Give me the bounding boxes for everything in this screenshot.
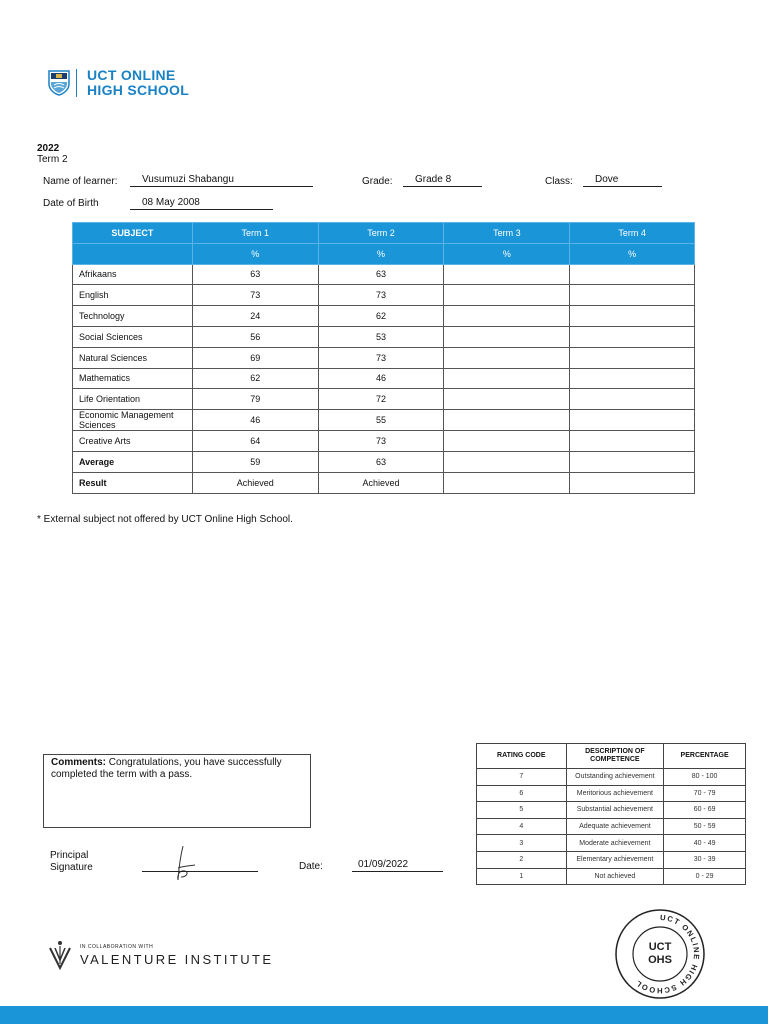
uct-ohs-stamp xyxy=(614,908,706,1000)
table-row xyxy=(73,368,695,389)
term-2-mark: 63 xyxy=(318,264,444,285)
result-term-1: Achieved xyxy=(192,472,318,493)
subject-name: Economic Management Sciences xyxy=(73,410,193,431)
subheader-subject xyxy=(73,243,193,264)
grade-value: Grade 8 xyxy=(403,174,482,187)
class-value: Dove xyxy=(583,174,662,187)
term-4-mark xyxy=(570,410,695,431)
term-3-mark xyxy=(444,264,570,285)
rating-percentage: 40 - 49 xyxy=(664,835,746,852)
rating-code: 7 xyxy=(477,769,567,786)
header-term-1: Term 1 xyxy=(192,223,318,244)
rating-code: 2 xyxy=(477,851,567,868)
logo-line-2: HIGH SCHOOL xyxy=(87,82,190,98)
comments-label: Comments: xyxy=(51,757,107,768)
rating-code: 3 xyxy=(477,835,567,852)
comments-text: Congratulations, you have successfully completed the term with a pass. xyxy=(51,757,282,780)
term-1-mark: 62 xyxy=(192,368,318,389)
class-label: Class: xyxy=(545,176,573,187)
subject-name: Mathematics xyxy=(73,368,193,389)
term-1-mark: 73 xyxy=(192,285,318,306)
term-3-mark xyxy=(444,389,570,410)
marks-header-row xyxy=(73,223,695,244)
table-row xyxy=(73,410,695,431)
logo-line-1: UCT ONLINE xyxy=(87,67,176,83)
logo-divider xyxy=(76,69,77,97)
rating-code: 5 xyxy=(477,802,567,819)
average-label: Average xyxy=(73,451,193,472)
result-label: Result xyxy=(73,472,193,493)
report-year: 2022 xyxy=(37,143,60,154)
term-3-mark xyxy=(444,368,570,389)
subheader-term-2: % xyxy=(318,243,444,264)
table-row xyxy=(477,769,746,786)
term-1-mark: 56 xyxy=(192,326,318,347)
result-row xyxy=(73,472,695,493)
rating-percentage: 30 - 39 xyxy=(664,851,746,868)
rating-percentage: 0 - 29 xyxy=(664,868,746,885)
rating-code-table xyxy=(476,743,746,885)
subject-name: Life Orientation xyxy=(73,389,193,410)
average-term-2: 63 xyxy=(318,451,444,472)
term-2-mark: 46 xyxy=(318,368,444,389)
result-term-4 xyxy=(570,472,695,493)
date-label: Date: xyxy=(299,861,323,872)
rating-code: 6 xyxy=(477,785,567,802)
header-term-2: Term 2 xyxy=(318,223,444,244)
term-2-mark: 73 xyxy=(318,347,444,368)
collab-small-text: IN COLLABORATION WITH xyxy=(80,943,154,950)
rating-code: 1 xyxy=(477,868,567,885)
rating-header-description: DESCRIPTION OF COMPETENCE xyxy=(566,744,664,769)
rating-description: Moderate achievement xyxy=(566,835,664,852)
collab-institute-name: VALENTURE INSTITUTE xyxy=(80,951,274,967)
dob-label: Date of Birth xyxy=(43,198,99,209)
rating-description: Adequate achievement xyxy=(566,818,664,835)
term-2-mark: 53 xyxy=(318,326,444,347)
principal-label-line-2: Signature xyxy=(50,862,93,873)
term-4-mark xyxy=(570,368,695,389)
term-1-mark: 79 xyxy=(192,389,318,410)
term-2-mark: 73 xyxy=(318,285,444,306)
stamp-center-line-1: UCT xyxy=(648,941,672,953)
learner-name-label: Name of learner: xyxy=(43,176,118,187)
term-4-mark xyxy=(570,431,695,452)
subject-name: Afrikaans xyxy=(73,264,193,285)
term-2-mark: 62 xyxy=(318,306,444,327)
valenture-crest-icon xyxy=(48,940,72,970)
table-row xyxy=(477,818,746,835)
header-term-3: Term 3 xyxy=(444,223,570,244)
marks-subheader-row xyxy=(73,243,695,264)
school-logo xyxy=(48,68,189,98)
learner-name-value: Vusumuzi Shabangu xyxy=(130,174,313,187)
term-1-mark: 64 xyxy=(192,431,318,452)
rating-header-code: RATING CODE xyxy=(477,744,567,769)
subject-name: Technology xyxy=(73,306,193,327)
term-3-mark xyxy=(444,347,570,368)
table-row xyxy=(477,868,746,885)
principal-label-line-1: Principal xyxy=(50,850,89,861)
rating-header-row xyxy=(477,744,746,769)
term-1-mark: 63 xyxy=(192,264,318,285)
term-4-mark xyxy=(570,326,695,347)
subject-name: Natural Sciences xyxy=(73,347,193,368)
valenture-logo xyxy=(48,940,273,970)
rating-percentage: 50 - 59 xyxy=(664,818,746,835)
term-4-mark xyxy=(570,347,695,368)
term-3-mark xyxy=(444,431,570,452)
rating-code: 4 xyxy=(477,818,567,835)
comments-box xyxy=(43,754,311,828)
average-term-3 xyxy=(444,451,570,472)
term-3-mark xyxy=(444,306,570,327)
rating-description: Meritorious achievement xyxy=(566,785,664,802)
signature-line xyxy=(142,871,258,872)
rating-percentage: 70 - 79 xyxy=(664,785,746,802)
report-term: Term 2 xyxy=(37,154,68,165)
term-2-mark: 55 xyxy=(318,410,444,431)
stamp-center-line-2: OHS xyxy=(648,954,672,966)
table-row xyxy=(73,285,695,306)
stamp-ring-text: UCT ONLINE HIGH SCHOOL xyxy=(633,912,702,996)
date-value: 01/09/2022 xyxy=(352,859,443,872)
table-row xyxy=(73,326,695,347)
table-row xyxy=(73,389,695,410)
term-4-mark xyxy=(570,285,695,306)
principal-signature-label xyxy=(50,850,93,874)
footnote: * External subject not offered by UCT Online High School. xyxy=(37,514,293,525)
rating-header-percentage: PERCENTAGE xyxy=(664,744,746,769)
table-row xyxy=(477,835,746,852)
result-term-2: Achieved xyxy=(318,472,444,493)
subheader-term-1: % xyxy=(192,243,318,264)
rating-description: Not achieved xyxy=(566,868,664,885)
term-1-mark: 46 xyxy=(192,410,318,431)
term-3-mark xyxy=(444,410,570,431)
table-row xyxy=(73,431,695,452)
rating-description: Elementary achievement xyxy=(566,851,664,868)
table-row xyxy=(73,347,695,368)
subheader-term-3: % xyxy=(444,243,570,264)
result-term-3 xyxy=(444,472,570,493)
average-term-1: 59 xyxy=(192,451,318,472)
header-subject: SUBJECT xyxy=(73,223,193,244)
grade-label: Grade: xyxy=(362,176,393,187)
term-4-mark xyxy=(570,389,695,410)
footer-bar xyxy=(0,1006,768,1024)
term-4-mark xyxy=(570,264,695,285)
table-row xyxy=(477,851,746,868)
subject-name: Creative Arts xyxy=(73,431,193,452)
table-row xyxy=(73,306,695,327)
term-1-mark: 24 xyxy=(192,306,318,327)
term-2-mark: 73 xyxy=(318,431,444,452)
term-3-mark xyxy=(444,285,570,306)
term-3-mark xyxy=(444,326,570,347)
term-1-mark: 69 xyxy=(192,347,318,368)
dob-value: 08 May 2008 xyxy=(130,197,273,210)
rating-percentage: 80 - 100 xyxy=(664,769,746,786)
rating-description: Outstanding achievement xyxy=(566,769,664,786)
marks-table xyxy=(72,222,695,494)
average-row xyxy=(73,451,695,472)
subject-name: Social Sciences xyxy=(73,326,193,347)
table-row xyxy=(73,264,695,285)
rating-percentage: 60 - 69 xyxy=(664,802,746,819)
term-2-mark: 72 xyxy=(318,389,444,410)
table-row xyxy=(477,785,746,802)
average-term-4 xyxy=(570,451,695,472)
term-4-mark xyxy=(570,306,695,327)
table-row xyxy=(477,802,746,819)
logo-wordmark xyxy=(87,68,189,98)
uct-crest-icon xyxy=(48,70,70,96)
handwritten-signature xyxy=(165,844,205,884)
subject-name: English xyxy=(73,285,193,306)
header-term-4: Term 4 xyxy=(570,223,695,244)
subheader-term-4: % xyxy=(570,243,695,264)
rating-description: Substantial achievement xyxy=(566,802,664,819)
